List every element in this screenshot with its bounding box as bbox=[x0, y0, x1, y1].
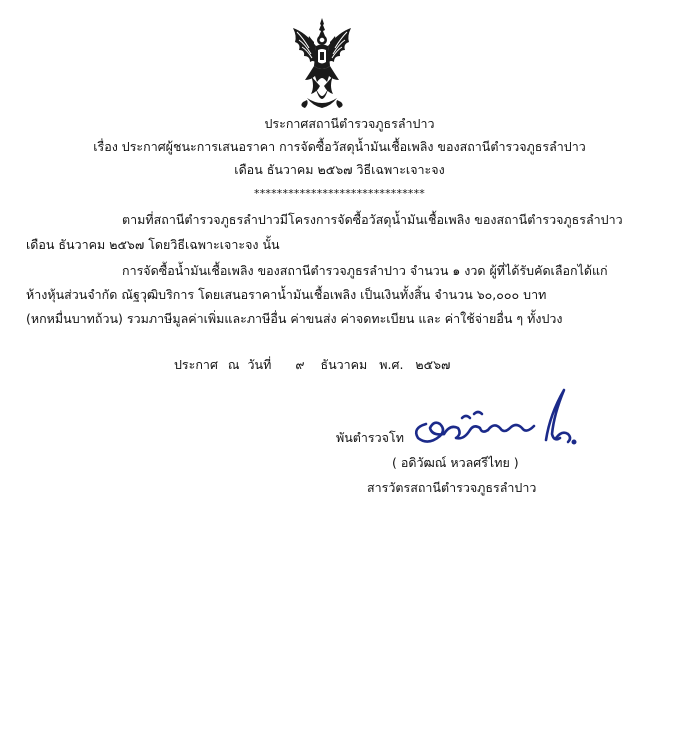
signer-rank: พันตำรวจโท bbox=[336, 430, 404, 445]
paragraph-2-line-1: การจัดซื้อน้ำมันเชื้อเพลิง ของสถานีตำรวจภูธรลำปาว จำนวน ๑ งวด ผู้ที่ได้รับคัดเลือกได้แก่ bbox=[122, 263, 608, 278]
separator-line: ****************************** bbox=[254, 187, 425, 200]
announce-day-label: วันที่ bbox=[247, 357, 272, 372]
announce-era: พ.ศ. bbox=[379, 357, 404, 372]
paragraph-1-line-1: ตามที่สถานีตำรวจภูธรลำปาวมีโครงการจัดซื้อวัสดุน้ำมันเชื้อเพลิง ของสถานีตำรวจภูธรลำปาว bbox=[122, 212, 623, 227]
announce-month: ธันวาคม bbox=[320, 357, 368, 372]
garuda-emblem-icon bbox=[287, 16, 357, 112]
document-subject: เรื่อง ประกาศผู้ชนะการเสนอราคา การจัดซื้อวัสดุน้ำมันเชื้อเพลิง ของสถานีตำรวจภูธรลำปาว bbox=[93, 139, 586, 154]
announce-word: ประกาศ bbox=[174, 357, 218, 372]
signer-position: สารวัตรสถานีตำรวจภูธรลำปาว bbox=[367, 480, 537, 495]
announcement-date-line bbox=[174, 356, 450, 374]
document-title: ประกาศสถานีตำรวจภูธรลำปาว bbox=[264, 116, 435, 131]
announce-day: ๙ bbox=[295, 357, 305, 372]
handwritten-signature-icon bbox=[404, 384, 582, 454]
paragraph-1-line-2: เดือน ธันวาคม ๒๕๖๗ โดยวิธีเฉพาะเจาะจง นั้น bbox=[26, 237, 280, 252]
paragraph-2-line-3: (หกหมื่นบาทถ้วน) รวมภาษีมูลค่าเพิ่มและภาษีอื่น ค่าขนส่ง ค่าจดทะเบียน และ ค่าใช้จ่ายอื่น ๆ ทั้งปวง bbox=[26, 311, 563, 326]
announce-at: ณ bbox=[227, 357, 240, 372]
paragraph-2-line-2: ห้างหุ้นส่วนจำกัด ณัฐวุฒิบริการ โดยเสนอราคาน้ำมันเชื้อเพลิง เป็นเงินทั้งสิ้น จำนวน ๖๐,๐๐๐ บาท bbox=[26, 287, 547, 302]
document-month-method: เดือน ธันวาคม ๒๕๖๗ วิธีเฉพาะเจาะจง bbox=[234, 162, 445, 177]
signer-name: ( อดิวัฒณ์ หวลศรีไทย ) bbox=[392, 455, 519, 470]
announce-year: ๒๕๖๗ bbox=[415, 357, 451, 372]
